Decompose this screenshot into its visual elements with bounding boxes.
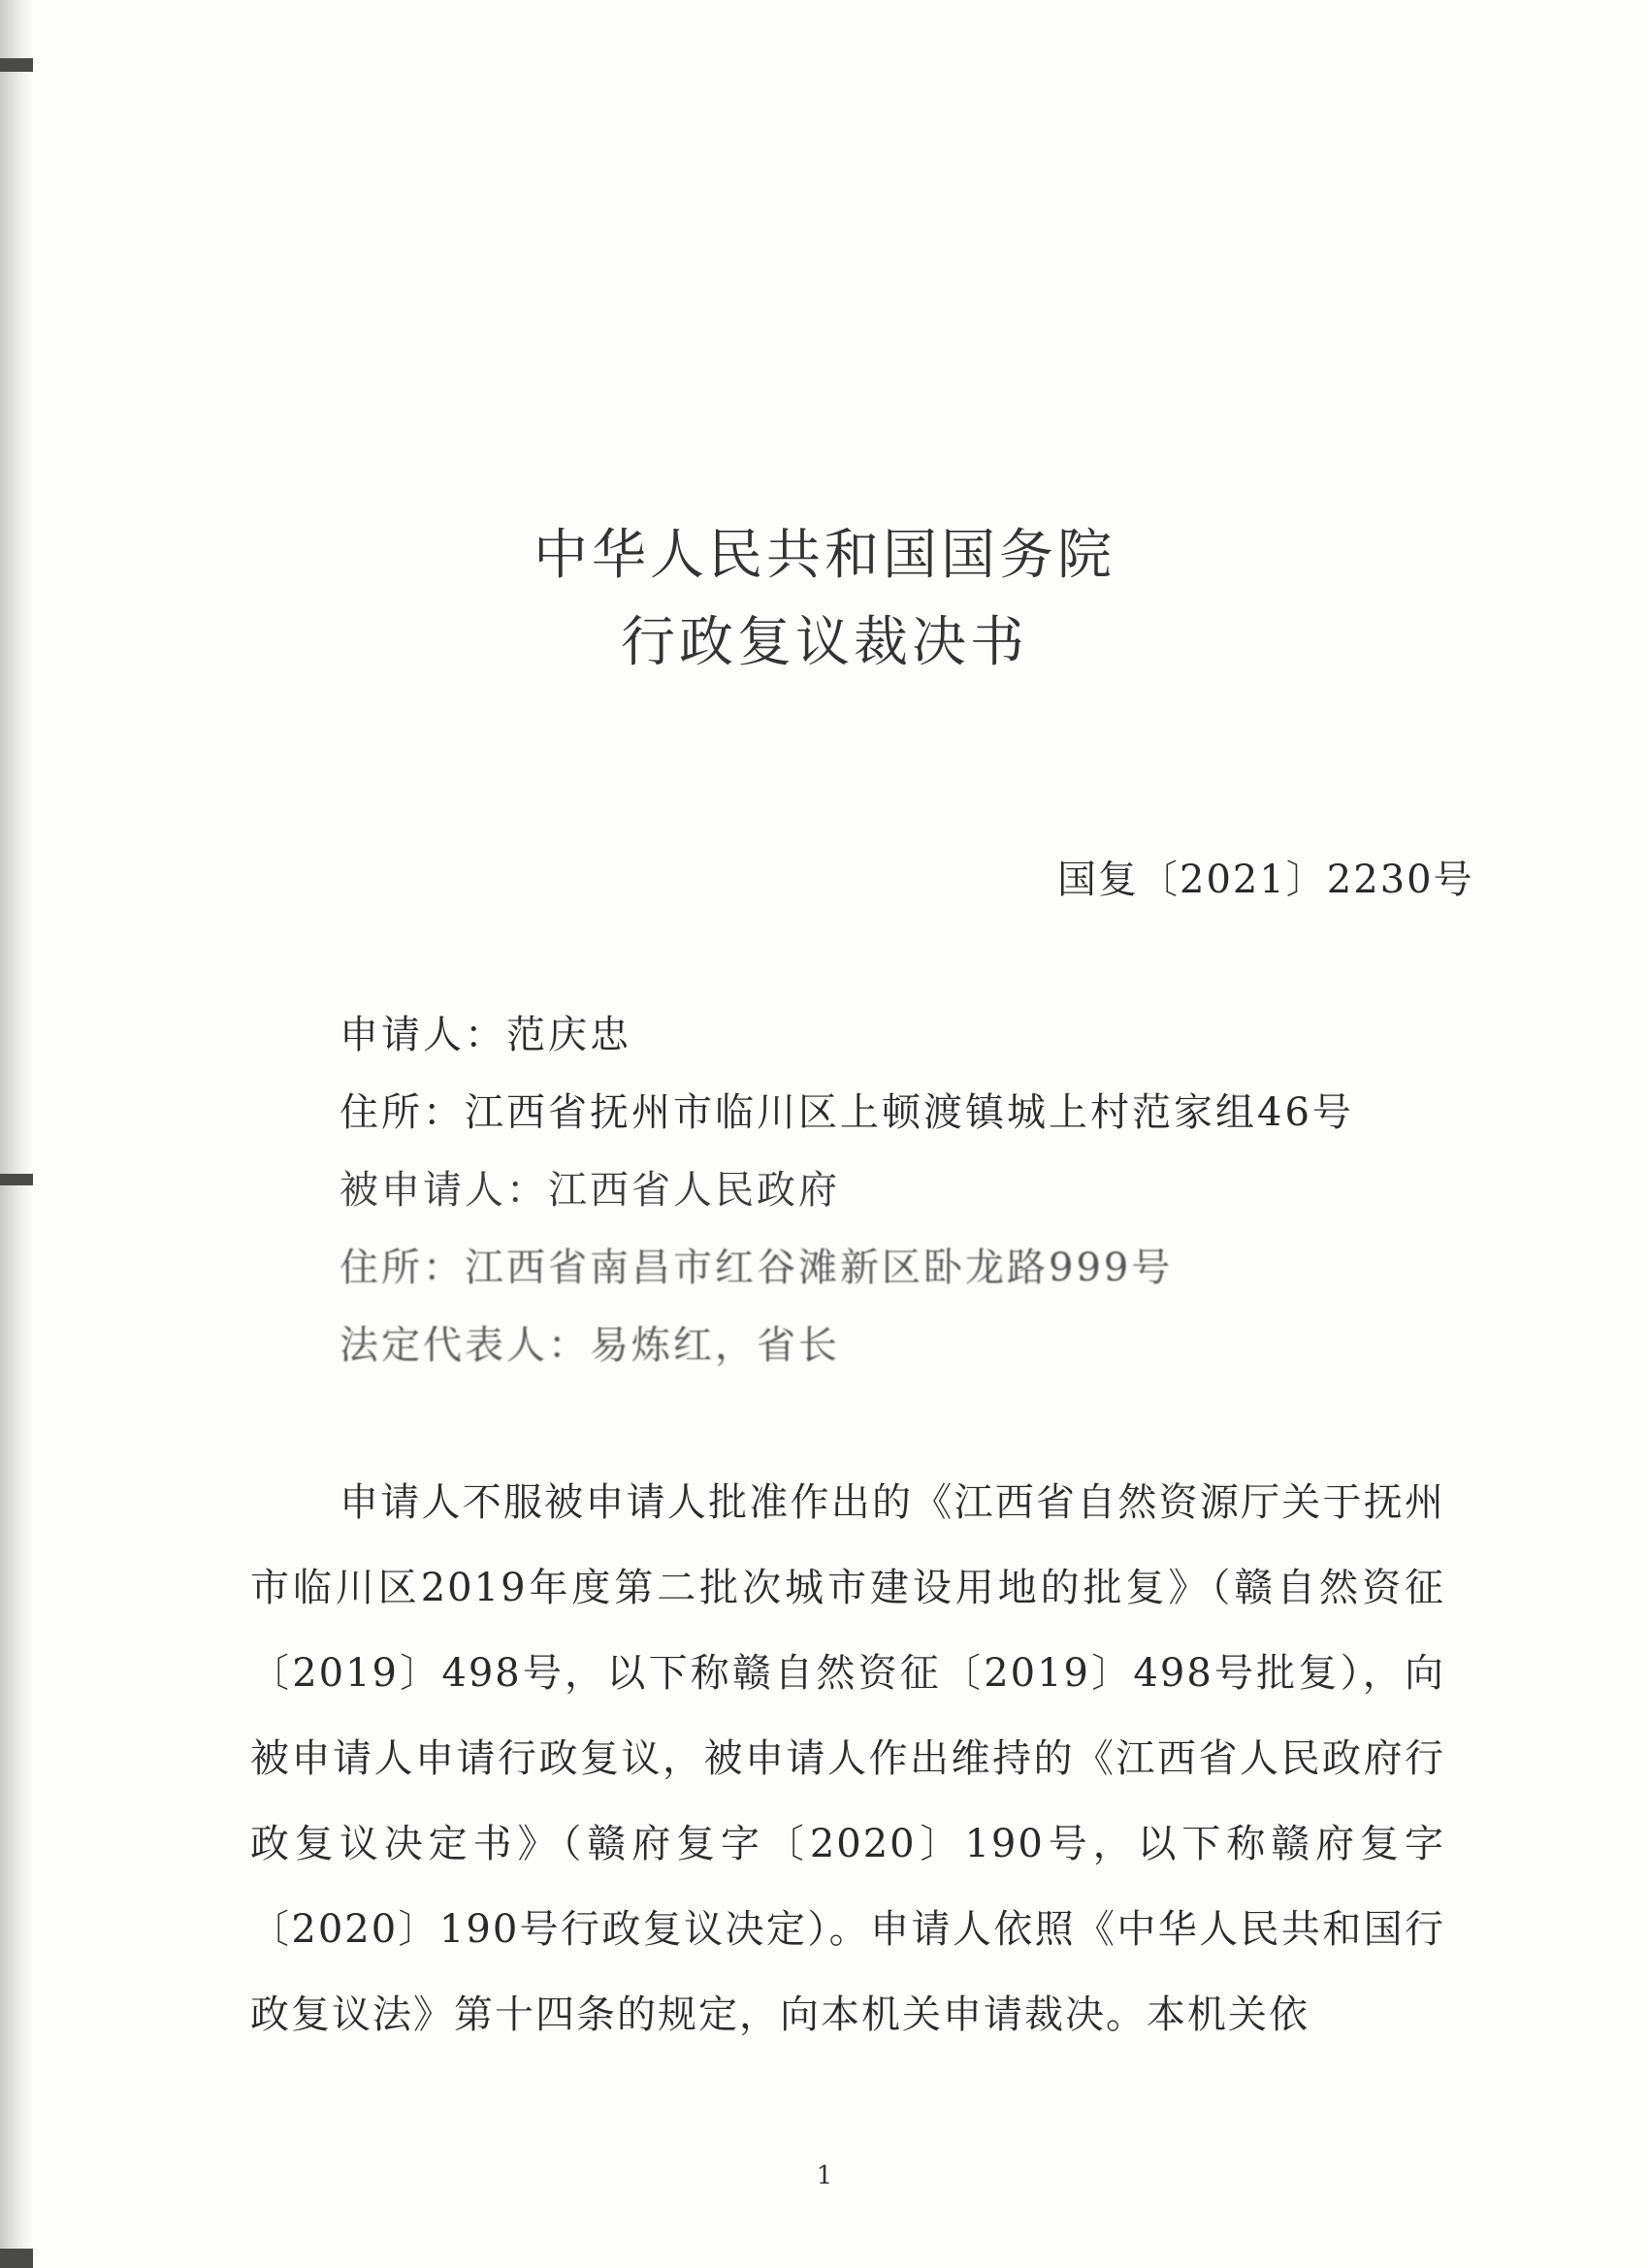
body-paragraph: 申请人不服被申请人批准作出的《江西省自然资源厅关于抚州市临川区2019年度第二批次城市建设用地的批复》（赣自然资征〔2019〕498号，以下称赣自然资征〔2019〕498号批复），向被申请人申请行政复议，被申请人作出维持的《江西省人民政府行政复议决定书》（赣府复字〔2020〕190号，以下称赣府复字〔2020〕190号行政复议决定）。申请人依照《中华人民共和国行政复议法》第十四条的规定，向本机关申请裁决。本机关依 [250,1480,1445,2037]
legal-representative: 法定代表人：易炼红，省长 [340,1323,840,1368]
applicant-address: 住所：江西省抚州市临川区上顿渡镇城上村范家组46号 [340,1090,1354,1135]
scan-mark [0,1174,33,1185]
document-title-authority: 中华人民共和国国务院 [534,524,1116,587]
scan-mark [0,58,33,72]
scan-mark [0,2249,33,2268]
document-title-type: 行政复议裁决书 [621,611,1028,674]
document-number: 国复〔2021〕2230号 [1057,858,1474,902]
page-number: 1 [816,2161,833,2190]
respondent-name: 被申请人：江西省人民政府 [340,1168,840,1213]
respondent-address: 住所：江西省南昌市红谷滩新区卧龙路999号 [340,1246,1174,1290]
applicant-name: 申请人：范庆忠 [340,1013,631,1057]
scan-edge [0,0,33,2268]
